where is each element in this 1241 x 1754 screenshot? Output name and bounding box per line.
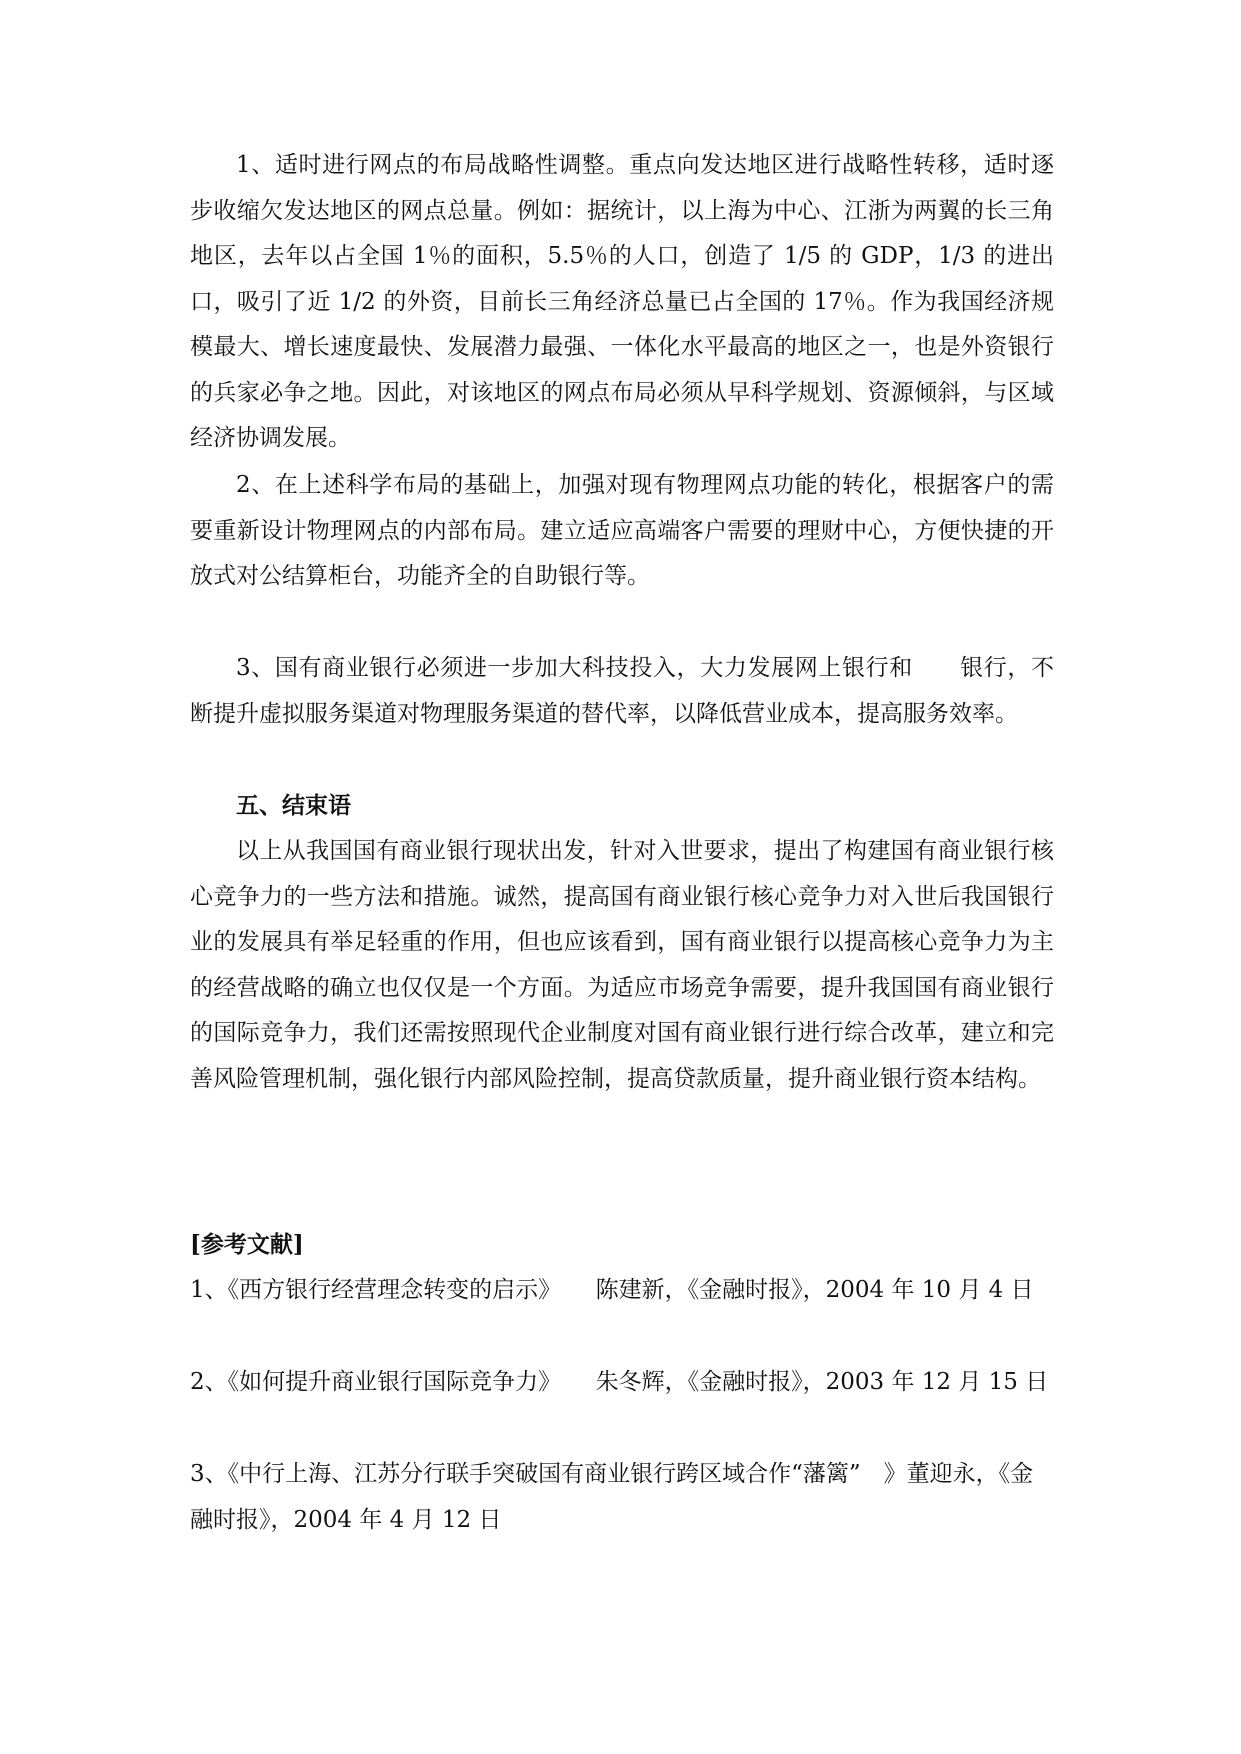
paragraph-2: 2、在上述科学布局的基础上，加强对现有物理网点功能的转化，根据客户的需要重新设计物理网点的内部布局。建立适应高端客户需要的理财中心，方便快捷的开放式对公结算柜台，功能齐全的自助银行等。 xyxy=(190,472,1054,589)
reference-item-2: 2、《如何提升商业银行国际竞争力》 朱冬辉，《金融时报》，2003 年 12 月 15 日 xyxy=(190,1369,1049,1395)
reference-item-1: 1、《西方银行经营理念转变的启示》 陈建新，《金融时报》，2004 年 10 月 4 日 xyxy=(190,1277,1034,1303)
section-heading: 五、结束语 xyxy=(236,792,351,819)
conclusion-paragraph: 以上从我国国有商业银行现状出发，针对入世要求，提出了构建国有商业银行核心竞争力的一些方法和措施。诚然，提高国有商业银行核心竞争力对入世后我国银行业的发展具有举足轻重的作用，但也应该看到，国有商业银行以提高核心竞争力为主的经营战略的确立也仅仅是一个方面。为适应市场竞争需要，提升我国国有商业银行的国际竞争力，我们还需按照现代企业制度对国有商业银行进行综合改革，建立和完善风险管理机制，强化银行内部风险控制，提高贷款质量，提升商业银行资本结构。 xyxy=(190,838,1054,1092)
references-title: [参考文献] xyxy=(190,1231,304,1258)
paragraph-3: 3、国有商业银行必须进一步加大科技投入，大力发展网上银行和 银行，不断提升虚拟服务渠道对物理服务渠道的替代率，以降低营业成本，提高服务效率。 xyxy=(190,655,1054,727)
reference-item-3: 3、《中行上海、江苏分行联手突破国有商业银行跨区域合作“藩篱” 》董迎永，《金融时报》，2004 年 4 月 12 日 xyxy=(190,1461,1034,1533)
paragraph-1: 1、适时进行网点的布局战略性调整。重点向发达地区进行战略性转移，适时逐步收缩欠发达地区的网点总量。例如：据统计，以上海为中心、江浙为两翼的长三角地区，去年以占全国 1％的面积，5.5％的人口，创造了 1/5 的 GDP，1/3 的进出口，吸引了近 1/2 的外资，目前长三角经济总量已占全国的 17％。作为我国经济规模最大、增长速度最快、发展潜力最强、一体化水平最高的地区之一，也是外资银行的兵家必争之地。因此，对该地区的网点布局必须从早科学规划、资源倾斜，与区域经济协调发展。 xyxy=(190,152,1054,451)
